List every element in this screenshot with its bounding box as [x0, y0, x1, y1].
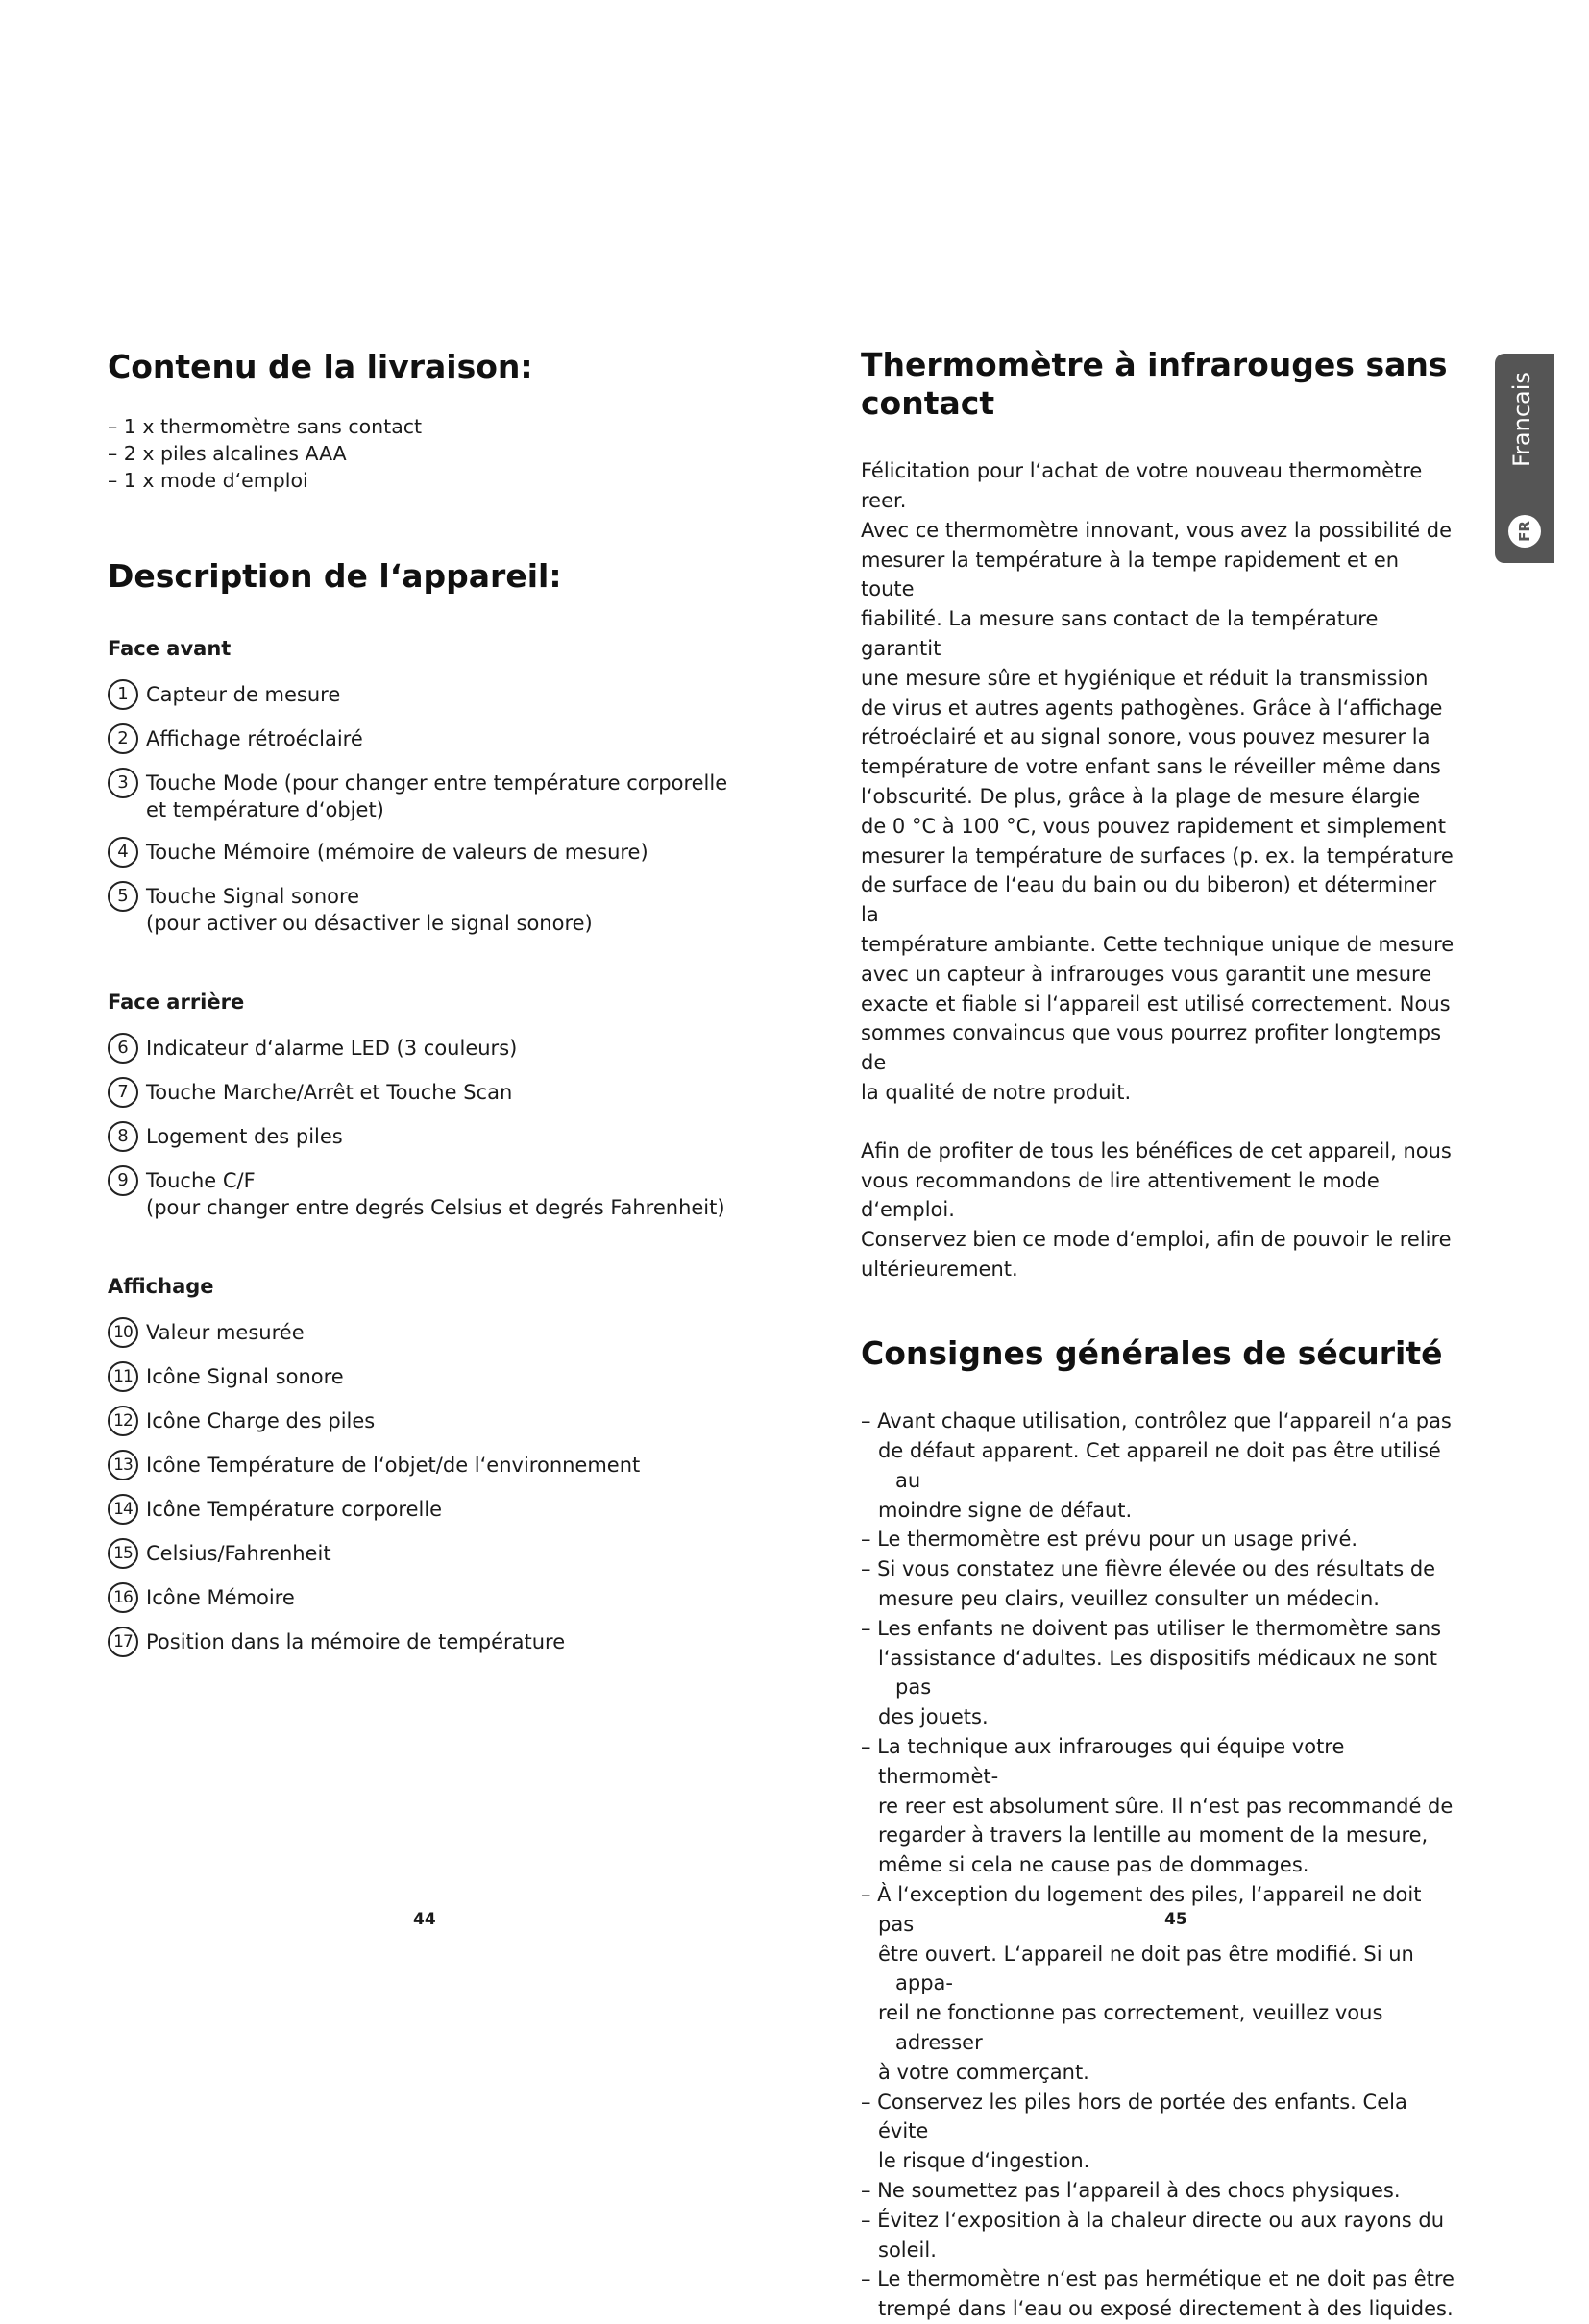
text-line: – À l‘exception du logement des piles, l‘appareil ne doit pas: [861, 1883, 1422, 1936]
list-item: [108, 1407, 799, 1436]
list-item: [108, 1584, 799, 1613]
text-line: température ambiante. Cette technique unique de mesure: [861, 932, 1455, 956]
item-label: Indicateur d‘alarme LED (3 couleurs): [146, 1037, 518, 1061]
page-number-right: 45: [1164, 1910, 1187, 1929]
item-label: Icône Signal sonore: [146, 1365, 344, 1389]
safety-list: [861, 1407, 1456, 2324]
text-line: avec un capteur à infrarouges vous garantit une mesure: [861, 962, 1432, 986]
text-line: même si cela ne cause pas de dommages.: [878, 1853, 1309, 1877]
item-label: Position dans la mémoire de température: [146, 1630, 566, 1654]
display-list: [108, 1319, 799, 1657]
text-line: de virus et autres agents pathogènes. Grâce à l‘affichage: [861, 696, 1443, 720]
list-item: [108, 1123, 799, 1152]
list-item: [108, 1167, 799, 1221]
number-circle: 12: [108, 1406, 138, 1436]
item-label: Touche Mémoire (mémoire de valeurs de mesure): [146, 841, 648, 865]
front-heading: Face avant: [108, 637, 232, 661]
safety-item: [861, 1407, 1456, 1525]
text-line: moindre signe de défaut.: [878, 1498, 1133, 1522]
number-circle: 2: [108, 723, 138, 754]
text-line: l‘assistance d‘adultes. Les dispositifs médicaux ne sont pas: [878, 1646, 1437, 1700]
item-label: Touche Mode (pour changer entre température corporelle: [146, 771, 728, 795]
item-label: Touche Marche/Arrêt et Touche Scan: [146, 1081, 513, 1105]
text-line: vous recommandons de lire attentivement le mode d‘emploi.: [861, 1168, 1380, 1222]
display-heading: Affichage: [108, 1275, 214, 1299]
page-number-left: 44: [413, 1910, 436, 1929]
text-line: fiabilité. La mesure sans contact de la température garantit: [861, 607, 1379, 660]
text-line: à votre commerçant.: [878, 2060, 1089, 2084]
text-line: – Si vous constatez une fièvre élevée ou des résultats de: [861, 1557, 1436, 1581]
number-circle: 8: [108, 1121, 138, 1152]
item-label: Icône Mémoire: [146, 1586, 295, 1610]
safety-item: [861, 2264, 1456, 2324]
safety-item: [861, 1732, 1456, 1880]
list-item: [108, 1079, 799, 1108]
language-badge: FR: [1508, 515, 1541, 548]
list-item: [108, 1319, 799, 1348]
number-circle: 16: [108, 1582, 138, 1613]
text-line: sommes convaincus que vous pourrez profiter longtemps de: [861, 1021, 1442, 1075]
text-line: trempé dans l‘eau ou exposé directement à des liquides.: [878, 2297, 1454, 2321]
thermometer-title: Thermomètre à infrarouges sans contact: [861, 346, 1448, 422]
text-line: ultérieurement.: [861, 1257, 1018, 1281]
text-line: – Le thermomètre n‘est pas hermétique et ne doit pas être: [861, 2267, 1455, 2291]
list-item: [108, 770, 799, 823]
left-column: [108, 346, 799, 1673]
delivery-list: [108, 413, 799, 494]
item-label: Logement des piles: [146, 1125, 343, 1149]
text-line: le risque d‘ingestion.: [878, 2149, 1090, 2173]
text-line: une mesure sûre et hygiénique et réduit la transmission: [861, 666, 1429, 690]
list-item: [108, 725, 799, 754]
text-line: mesurer la température à la tempe rapidement et en toute: [861, 548, 1400, 601]
text-line: Afin de profiter de tous les bénéfices de cet appareil, nous: [861, 1138, 1452, 1162]
number-circle: 17: [108, 1627, 138, 1657]
list-item: – 1 x mode d‘emploi: [108, 468, 308, 492]
text-line: de surface de l‘eau du bain ou du biberon) et déterminer la: [861, 873, 1437, 927]
list-item: [108, 1496, 799, 1525]
item-label: Celsius/Fahrenheit: [146, 1542, 331, 1566]
item-label: Touche C/F: [146, 1169, 256, 1193]
text-line: des jouets.: [878, 1705, 989, 1729]
text-line: être ouvert. L‘appareil ne doit pas être modifié. Si un appa-: [878, 1942, 1414, 1995]
safety-item: [861, 2088, 1456, 2176]
number-circle: 9: [108, 1165, 138, 1196]
item-label: Affichage rétroéclairé: [146, 727, 363, 751]
text-line: – Conservez les piles hors de portée des enfants. Cela évite: [861, 2090, 1407, 2143]
text-line: reil ne fonctionne pas correctement, veuillez vous adresser: [878, 2001, 1383, 2055]
safety-item: [861, 1880, 1456, 2088]
item-label-line2: (pour activer ou désactiver le signal sonore): [146, 912, 593, 936]
language-label: Francais: [1508, 372, 1535, 467]
list-item: [108, 883, 799, 937]
text-line: – La technique aux infrarouges qui équipe votre thermomèt-: [861, 1735, 1345, 1788]
text-line: – Évitez l‘exposition à la chaleur directe ou aux rayons du soleil.: [861, 2208, 1445, 2262]
item-label: Icône Température corporelle: [146, 1498, 443, 1522]
text-line: Conservez bien ce mode d‘emploi, afin de pouvoir le relire: [861, 1228, 1452, 1252]
number-circle: 6: [108, 1033, 138, 1064]
item-label: Touche Signal sonore: [146, 885, 360, 909]
text-line: de défaut apparent. Cet appareil ne doit pas être utilisé au: [878, 1439, 1441, 1492]
list-item: [108, 1452, 799, 1480]
text-line: température de votre enfant sans le réveiller même dans: [861, 755, 1441, 779]
safety-item: [861, 1554, 1456, 1614]
number-circle: 1: [108, 679, 138, 710]
text-line: – Avant chaque utilisation, contrôlez que l‘appareil n‘a pas: [861, 1409, 1452, 1433]
number-circle: 15: [108, 1538, 138, 1569]
intro-paragraph: [861, 456, 1456, 1108]
language-tab: [1495, 354, 1554, 563]
safety-item: [861, 1614, 1456, 1732]
front-list: [108, 681, 799, 937]
number-circle: 3: [108, 768, 138, 798]
text-line: l‘obscurité. De plus, grâce à la plage de mesure élargie: [861, 784, 1421, 808]
text-line: mesure peu clairs, veuillez consulter un médecin.: [878, 1587, 1380, 1611]
text-line: – Le thermomètre est prévu pour un usage privé.: [861, 1528, 1358, 1552]
back-list: [108, 1035, 799, 1221]
text-line: Félicitation pour l‘achat de votre nouveau thermomètre reer.: [861, 459, 1423, 512]
item-label: Valeur mesurée: [146, 1321, 305, 1345]
text-line: Avec ce thermomètre innovant, vous avez la possibilité de: [861, 518, 1453, 542]
number-circle: 7: [108, 1077, 138, 1108]
text-line: – Les enfants ne doivent pas utiliser le thermomètre sans: [861, 1616, 1442, 1640]
item-label-line2: (pour changer entre degrés Celsius et degrés Fahrenheit): [146, 1196, 725, 1220]
delivery-title: Contenu de la livraison:: [108, 348, 533, 385]
text-line: la qualité de notre produit.: [861, 1080, 1132, 1104]
number-circle: 11: [108, 1361, 138, 1392]
item-label-line2: et température d‘objet): [146, 798, 384, 822]
advice-paragraph: [861, 1137, 1456, 1284]
text-line: regarder à travers la lentille au moment de la mesure,: [878, 1823, 1429, 1847]
list-item: [108, 839, 799, 868]
list-item: [108, 681, 799, 710]
description-title: Description de l‘appareil:: [108, 556, 562, 595]
text-line: mesurer la température de surfaces (p. ex. la température: [861, 844, 1454, 868]
number-circle: 10: [108, 1317, 138, 1348]
safety-item: [861, 1525, 1456, 1554]
list-item: – 1 x thermomètre sans contact: [108, 414, 423, 438]
number-circle: 13: [108, 1450, 138, 1480]
list-item: [108, 1363, 799, 1392]
text-line: de 0 °C à 100 °C, vous pouvez rapidement et simplement: [861, 814, 1446, 838]
item-label: Icône Charge des piles: [146, 1409, 376, 1433]
list-item: [108, 1540, 799, 1569]
back-heading: Face arrière: [108, 991, 245, 1015]
number-circle: 4: [108, 837, 138, 868]
right-column: [861, 346, 1456, 2324]
text-line: exacte et fiable si l‘appareil est utilisé correctement. Nous: [861, 991, 1451, 1015]
safety-item: [861, 2176, 1456, 2206]
safety-title: Consignes générales de sécurité: [861, 1333, 1443, 1372]
list-item: – 2 x piles alcalines AAA: [108, 441, 347, 465]
item-label: Icône Température de l‘objet/de l‘environnement: [146, 1454, 641, 1478]
text-line: re reer est absolument sûre. Il n‘est pas recommandé de: [878, 1794, 1454, 1818]
number-circle: 14: [108, 1494, 138, 1525]
list-item: [108, 1628, 799, 1657]
list-item: [108, 1035, 799, 1064]
item-label: Capteur de mesure: [146, 683, 341, 707]
safety-item: [861, 2206, 1456, 2265]
text-line: – Ne soumettez pas l‘appareil à des chocs physiques.: [861, 2179, 1401, 2203]
text-line: rétroéclairé et au signal sonore, vous pouvez mesurer la: [861, 725, 1430, 749]
number-circle: 5: [108, 881, 138, 912]
